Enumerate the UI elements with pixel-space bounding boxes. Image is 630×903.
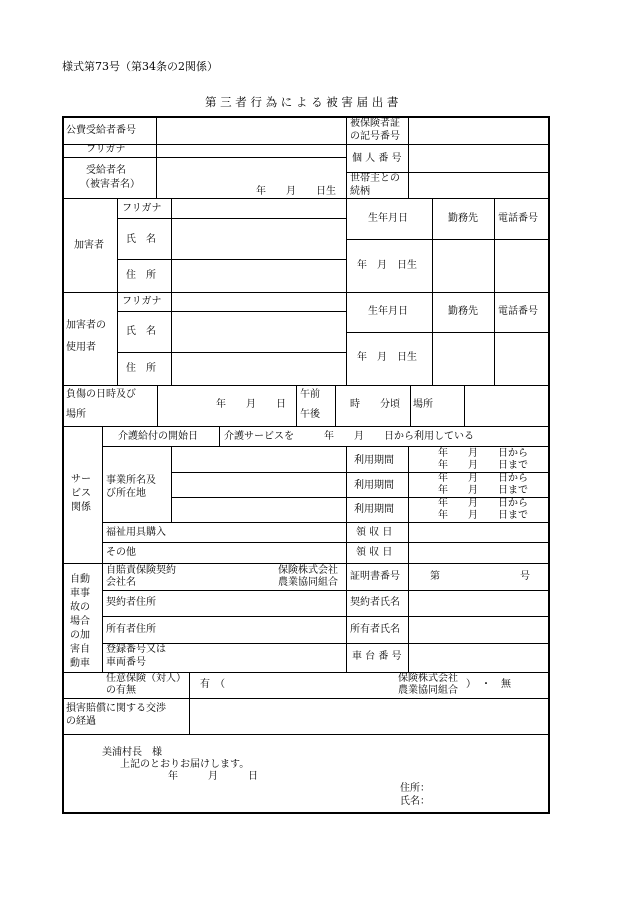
- insurance-company-suffix: 保険株式会社: [278, 565, 338, 576]
- insured-cert-label: 被保険者証: [350, 118, 400, 129]
- form-number: 様式第73号（第34条の2関係）: [62, 60, 218, 73]
- injury-time: 時 分頃: [350, 399, 400, 410]
- auto-accident-label-0: 自動: [70, 574, 90, 585]
- injury-place-label: 場所: [413, 399, 433, 410]
- furigana-label: フリガナ: [86, 144, 126, 155]
- other-label: その他: [106, 547, 136, 558]
- submitter-name-label: 氏名：: [400, 796, 430, 807]
- perpetrator-label: 加害者: [74, 240, 104, 251]
- recipient-name-sub: （被害者名）: [80, 179, 140, 190]
- employer-furigana-label: フリガナ: [122, 296, 162, 307]
- perpetrator-address-label: 住 所: [126, 270, 156, 281]
- welfare-equipment-label: 福祉用具購入: [106, 527, 166, 538]
- personal-number-label: 個 人 番 号: [352, 153, 402, 164]
- auto-accident-label-2: 故の: [70, 602, 90, 613]
- employer-label: 加害者の: [66, 320, 106, 331]
- care-use-text: 介護サービスを 年 月 日から利用している: [224, 431, 474, 442]
- use-period-label: 利用期間: [354, 455, 394, 466]
- householder-relation-label: 世帯主との: [350, 173, 400, 184]
- perpetrator-birthdate-header: 生年月日: [368, 213, 408, 224]
- statement: 上記のとおりお届けします。: [120, 759, 250, 770]
- certificate-go: 号: [520, 571, 530, 582]
- employer-birthdate-header: 生年月日: [368, 306, 408, 317]
- form-title: 第 三 者 行 為 に よ る 被 害 届 出 書: [205, 95, 399, 109]
- recipient-name-label: 受給者名: [86, 165, 126, 176]
- birth-date-label: 年 月 日生: [256, 186, 336, 197]
- employer-phone-header: 電話番号: [498, 306, 538, 317]
- auto-accident-label-4: の加: [70, 630, 90, 641]
- optional-insurance-label: 任意保険（対人）: [106, 673, 186, 684]
- use-period-from: 年 月 日から: [438, 498, 528, 509]
- optional-close-none: ） ・ 無: [466, 679, 511, 690]
- service-label-3: 関係: [71, 502, 91, 513]
- insurance-contract-label: 自賠責保険契約: [106, 565, 176, 576]
- addressee: 美浦村長 様: [102, 747, 162, 758]
- public-number-label: 公費受給者番号: [66, 125, 136, 136]
- use-period-label: 利用期間: [354, 504, 394, 515]
- use-period-from: 年 月 日から: [438, 448, 528, 459]
- negotiation-label: 損害賠償に関する交渉: [66, 703, 166, 714]
- employer-workplace-header: 勤務先: [448, 306, 478, 317]
- employer-label-2: 使用者: [66, 342, 96, 353]
- employer-birth-ymd: 年 月 日生: [357, 352, 417, 363]
- perpetrator-workplace-header: 勤務先: [448, 213, 478, 224]
- use-period-from: 年 月 日から: [438, 473, 528, 484]
- use-period-to: 年 月 日まで: [438, 460, 528, 471]
- contractor-name-label: 契約者氏名: [350, 597, 400, 608]
- use-period-to: 年 月 日まで: [438, 510, 528, 521]
- service-label: サー: [71, 474, 91, 485]
- submit-date: 年 月 日: [168, 771, 258, 782]
- auto-accident-label-1: 車事: [70, 588, 90, 599]
- perpetrator-phone-header: 電話番号: [498, 213, 538, 224]
- certificate-dai: 第: [430, 571, 440, 582]
- optional-agricultural-coop: 農業協同組合: [398, 685, 458, 696]
- registration-number-label-2: 車両番号: [106, 657, 146, 668]
- care-start-label: 介護給付の開始日: [118, 431, 198, 442]
- injury-datetime-label: 負傷の日時及び: [66, 389, 136, 400]
- use-period-to: 年 月 日まで: [438, 485, 528, 496]
- office-label-2: び所在地: [106, 488, 146, 499]
- auto-accident-label-5: 害自: [70, 644, 90, 655]
- service-label-2: ビス: [71, 488, 91, 499]
- contractor-address-label: 契約者住所: [106, 597, 156, 608]
- employer-address-label: 住 所: [126, 363, 156, 374]
- perpetrator-furigana-label: フリガナ: [122, 203, 162, 214]
- submitter-address-label: 住所：: [400, 783, 430, 794]
- chassis-number-label: 車 台 番 号: [352, 651, 402, 662]
- registration-number-label: 登録番号又は: [106, 644, 166, 655]
- negotiation-label-2: の経過: [66, 716, 96, 727]
- agricultural-coop-suffix: 農業協同組合: [278, 577, 338, 588]
- injury-pm: 午後: [300, 409, 320, 420]
- owner-name-label: 所有者氏名: [350, 624, 400, 635]
- certificate-number-label: 証明書番号: [350, 571, 400, 582]
- insurance-contract-label-2: 会社名: [106, 577, 136, 588]
- auto-accident-label-3: 場合: [70, 616, 90, 627]
- optional-insurance-label-2: の有無: [106, 685, 136, 696]
- optional-yes: 有 （: [200, 679, 225, 690]
- insured-cert-label-2: の記号番号: [350, 131, 400, 142]
- injury-date: 年 月 日: [216, 399, 286, 410]
- receipt-date-label: 領 収 日: [356, 547, 393, 558]
- householder-relation-label-2: 続柄: [350, 186, 370, 197]
- perpetrator-birth-ymd: 年 月 日生: [357, 260, 417, 271]
- office-label: 事業所名及: [106, 475, 156, 486]
- use-period-label: 利用期間: [354, 480, 394, 491]
- receipt-date-label: 領 収 日: [356, 527, 393, 538]
- employer-name-label: 氏 名: [126, 326, 156, 337]
- perpetrator-name-label: 氏 名: [126, 234, 156, 245]
- injury-datetime-label-2: 場所: [66, 409, 86, 420]
- optional-insurance-company: 保険株式会社: [398, 673, 458, 684]
- injury-am: 午前: [300, 389, 320, 400]
- auto-accident-label-6: 動車: [70, 658, 90, 669]
- owner-address-label: 所有者住所: [106, 624, 156, 635]
